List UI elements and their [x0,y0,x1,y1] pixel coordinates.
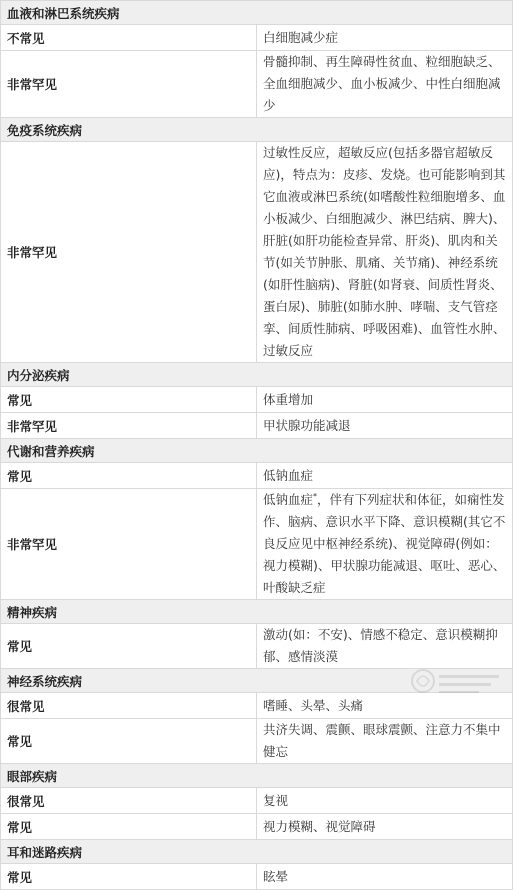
description-text: 激动(如：不安)、情感不稳定、意识模糊抑郁、感情淡漠 [263,627,498,664]
reaction-description [257,693,513,719]
reaction-description [257,719,513,764]
section-header-row [1,439,513,463]
frequency-label: 非常罕见 [1,489,257,600]
table-row [1,51,513,118]
description-text: 体重增加 [263,391,314,407]
reaction-description [257,413,513,439]
frequency-label: 很常见 [1,693,257,719]
description-text: 低钠血症 [263,467,314,483]
section-title: 血液和淋巴系统疾病 [1,1,513,25]
section-title: 耳和迷路疾病 [1,840,513,864]
table-row [1,413,513,439]
footnote-marker: * [313,491,318,501]
table-row [1,387,513,413]
frequency-label: 常见 [1,624,257,669]
description-text: 复视 [263,792,289,808]
section-header-row [1,363,513,387]
reaction-description [257,142,513,363]
description-text: 白细胞减少症 [263,29,339,45]
reaction-description [257,814,513,840]
table-row [1,142,513,363]
section-title: 内分泌疾病 [1,363,513,387]
section-title: 代谢和营养疾病 [1,439,513,463]
reaction-description [257,864,513,890]
frequency-label: 常见 [1,463,257,489]
table-body [1,1,513,890]
section-header-row [1,118,513,142]
reaction-description [257,489,513,600]
frequency-label: 非常罕见 [1,413,257,439]
description-text-continued: ，伴有下列症状和体征，如痫性发作、脑病、意识水平下降、意识模糊(其它不良反应见中枢神经系统)、视觉障碍(例如：视力模糊)、甲状腺功能减退、呕吐、恶心、叶酸缺乏症 [263,492,506,595]
section-title: 眼部疾病 [1,764,513,788]
description-text: 视力模糊、视觉障碍 [263,818,376,834]
section-title: 免疫系统疾病 [1,118,513,142]
table-row [1,624,513,669]
reaction-description [257,387,513,413]
section-header-row [1,840,513,864]
frequency-label: 很常见 [1,788,257,814]
description-text: 眩晕 [263,868,289,884]
reaction-description [257,624,513,669]
section-header-row [1,600,513,624]
reaction-description [257,788,513,814]
frequency-label: 不常见 [1,25,257,51]
table-row [1,489,513,600]
table-row [1,864,513,890]
table-row [1,814,513,840]
description-text: 骨髓抑制、再生障碍性贫血、粒细胞缺乏、全血细胞减少、血小板减少、中性白细胞减少 [263,54,501,113]
description-text: 低钠血症 [263,492,314,507]
section-header-row [1,1,513,25]
section-header-row [1,764,513,788]
section-title: 精神疾病 [1,600,513,624]
table-row [1,719,513,764]
frequency-label: 常见 [1,387,257,413]
table-row [1,25,513,51]
description-text: 嗜睡、头晕、头痛 [263,697,364,713]
frequency-label: 常见 [1,719,257,764]
reaction-description [257,463,513,489]
frequency-label: 非常罕见 [1,51,257,118]
description-text: 过敏性反应，超敏反应(包括多器官超敏反应)，特点为：皮疹、发烧。也可能影响到其它血液或淋巴系统(如嗜酸性粒细胞增多、血小板减少、白细胞减少、淋巴结病、脾大)、肝脏(如肝功能检查异常、肝炎)、肌肉和关节(如关节肿胀、肌痛、关节痛)、神经系统(如肝性脑病)、肾脏(如肾衰、间质性肾炎、蛋白尿)、肺脏(如肺水肿、哮喘、支气管痉挛、间质性肺病、呼吸困难)、血管性水肿、过敏反应 [263,145,506,358]
reaction-description [257,51,513,118]
table-row [1,788,513,814]
section-header-row [1,669,513,693]
section-title: 神经系统疾病 [1,669,513,693]
reaction-description [257,25,513,51]
description-text: 共济失调、震颤、眼球震颤、注意力不集中健忘 [263,722,501,759]
frequency-label: 常见 [1,814,257,840]
table-row [1,693,513,719]
frequency-label: 常见 [1,864,257,890]
frequency-label: 非常罕见 [1,142,257,363]
table-row [1,463,513,489]
description-text: 甲状腺功能减退 [263,417,351,433]
